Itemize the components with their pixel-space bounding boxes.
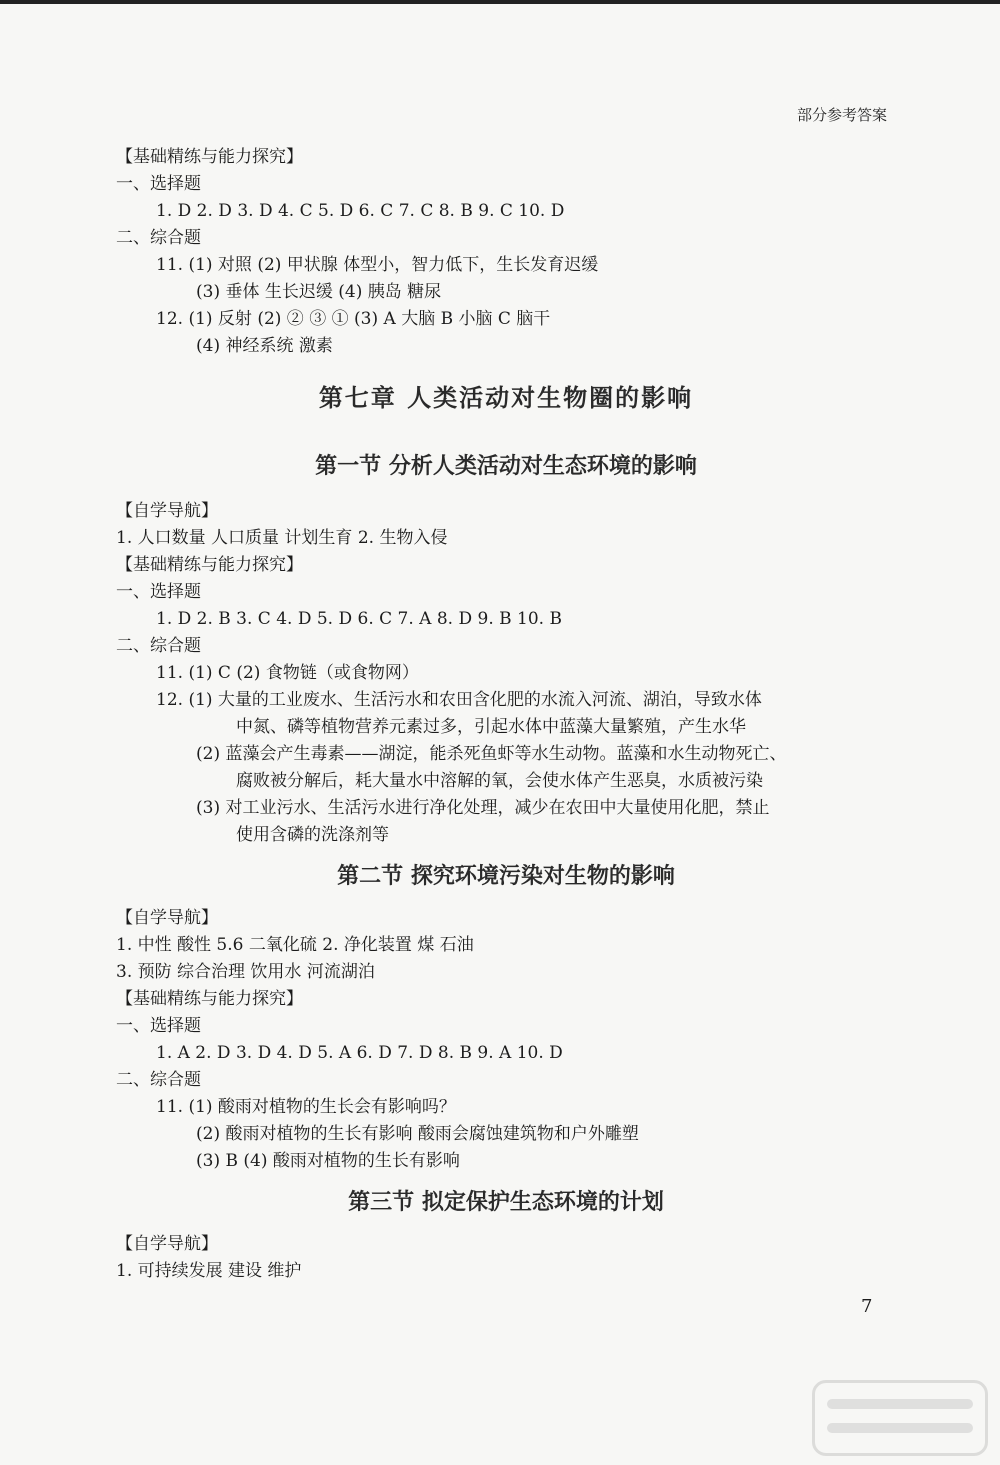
answer-line: (4) 神经系统 激素 bbox=[196, 336, 333, 356]
watermark-stamp bbox=[812, 1380, 988, 1456]
answer-line: 腐败被分解后，耗大量水中溶解的氧，会使水体产生恶臭，水质被污染 bbox=[236, 771, 763, 791]
section-title: 第二节 探究环境污染对生物的影响 bbox=[337, 864, 675, 889]
answer-line: 【自学导航】 bbox=[116, 908, 218, 928]
answer-line: 1. 人口数量 人口质量 计划生育 2. 生物入侵 bbox=[116, 528, 448, 548]
answer-line: 1. A 2. D 3. D 4. D 5. A 6. D 7. D 8. B 9. A 10. D bbox=[156, 1043, 563, 1063]
page-number: 7 bbox=[861, 1296, 873, 1317]
answer-line: 1. D 2. B 3. C 4. D 5. D 6. C 7. A 8. D 9. B 10. B bbox=[156, 609, 562, 629]
answer-line: 二、综合题 bbox=[116, 228, 201, 248]
answer-line: 3. 预防 综合治理 饮用水 河流湖泊 bbox=[116, 962, 375, 982]
answer-line: 11. (1) C (2) 食物链（或食物网） bbox=[156, 663, 419, 683]
answer-line: 【基础精练与能力探究】 bbox=[116, 989, 303, 1009]
answer-line: 1. 可持续发展 建设 维护 bbox=[116, 1261, 302, 1281]
answer-line: (3) 对工业污水、生活污水进行净化处理，减少在农田中大量使用化肥，禁止 bbox=[196, 798, 770, 818]
answer-line: 12. (1) 大量的工业废水、生活污水和农田含化肥的水流入河流、湖泊，导致水体 bbox=[156, 690, 762, 710]
watermark-bar bbox=[827, 1423, 973, 1433]
answer-line: 二、综合题 bbox=[116, 636, 201, 656]
answer-line: (2) 酸雨对植物的生长有影响 酸雨会腐蚀建筑物和户外雕塑 bbox=[196, 1124, 639, 1144]
answer-line: 11. (1) 酸雨对植物的生长会有影响吗？ bbox=[156, 1097, 456, 1117]
chapter-title: 第七章 人类活动对生物圈的影响 bbox=[318, 384, 694, 412]
answer-line: 使用含磷的洗涤剂等 bbox=[236, 825, 389, 845]
answer-line: 11. (1) 对照 (2) 甲状腺 体型小，智力低下，生长发育迟缓 bbox=[156, 255, 599, 275]
section-title: 第一节 分析人类活动对生态环境的影响 bbox=[315, 454, 697, 479]
answer-line: (3) 垂体 生长迟缓 (4) 胰岛 糖尿 bbox=[196, 282, 442, 302]
answer-content bbox=[116, 144, 896, 1285]
answer-line: 一、选择题 bbox=[116, 174, 201, 194]
answer-line: 【基础精练与能力探究】 bbox=[116, 555, 303, 575]
answer-line: 一、选择题 bbox=[116, 582, 201, 602]
answer-line: 1. 中性 酸性 5.6 二氧化硫 2. 净化装置 煤 石油 bbox=[116, 935, 474, 955]
answer-line: 【自学导航】 bbox=[116, 501, 218, 521]
answer-line: 中氮、磷等植物营养元素过多，引起水体中蓝藻大量繁殖，产生水华 bbox=[236, 717, 746, 737]
answer-line: 12. (1) 反射 (2) ② ③ ① (3) A 大脑 B 小脑 C 脑干 bbox=[156, 309, 551, 329]
top-rule bbox=[0, 0, 1000, 4]
answer-line: (2) 蓝藻会产生毒素——湖淀，能杀死鱼虾等水生动物。蓝藻和水生动物死亡、 bbox=[196, 744, 787, 764]
answer-line: 【自学导航】 bbox=[116, 1234, 218, 1254]
answer-line: 【基础精练与能力探究】 bbox=[116, 147, 303, 167]
section-title: 第三节 拟定保护生态环境的计划 bbox=[348, 1190, 664, 1215]
answer-line: (3) B (4) 酸雨对植物的生长有影响 bbox=[196, 1151, 460, 1171]
running-header: 部分参考答案 bbox=[796, 106, 887, 124]
answer-line: 二、综合题 bbox=[116, 1070, 201, 1090]
watermark-bar bbox=[827, 1399, 973, 1409]
answer-line: 一、选择题 bbox=[116, 1016, 201, 1036]
answer-line: 1. D 2. D 3. D 4. C 5. D 6. C 7. C 8. B 9. C 10. D bbox=[156, 201, 565, 221]
